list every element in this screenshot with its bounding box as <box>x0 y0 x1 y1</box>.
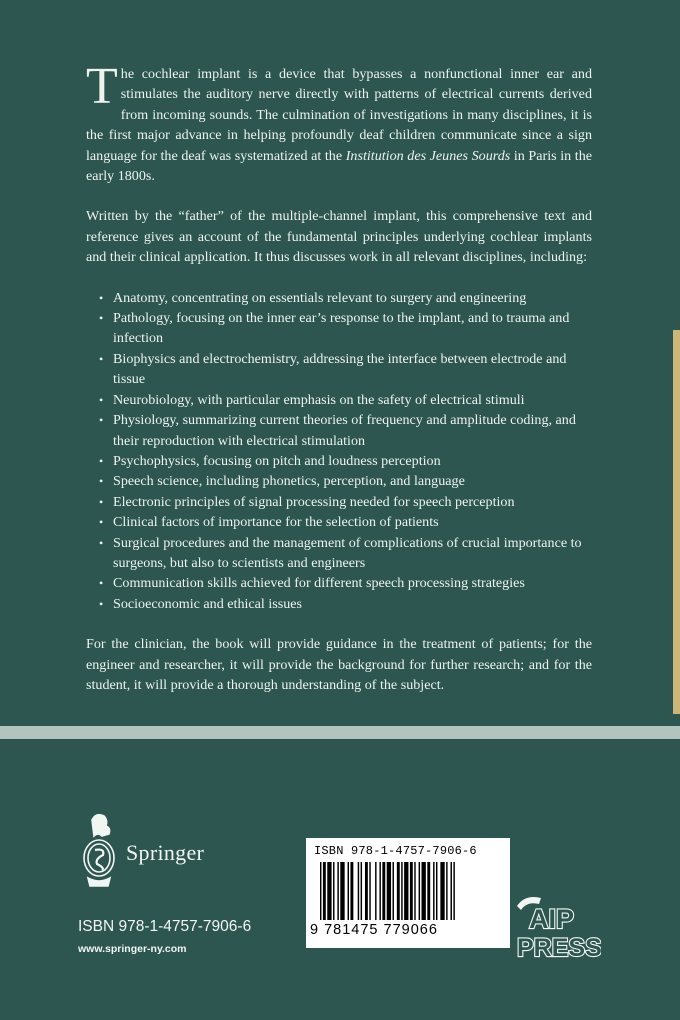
intro-text-end: in Paris in the early 1800s. <box>86 147 592 185</box>
divider-band <box>0 726 680 739</box>
aip-line2: PRESS <box>517 934 601 962</box>
list-item: • Biophysics and electrochemistry, addressing the interface between electrode and tissue <box>86 349 592 390</box>
publisher-url[interactable]: www.springer-ny.com <box>78 943 187 955</box>
list-item: • Communication skills achieved for different speech processing strategies <box>86 573 592 593</box>
isbn-text: ISBN 978-1-4757-7906-6 <box>78 918 252 935</box>
list-item: • Psychophysics, focusing on pitch and loudness perception <box>86 451 592 471</box>
publisher-name: Springer <box>126 840 205 865</box>
list-item: • Physiology, summarizing current theories of frequency and amplitude coding, and their reproduction with electrical stimulation <box>86 410 592 451</box>
barcode-digits: 9 781475 779066 <box>310 922 438 938</box>
intro-text-start: he cochlear implant is a device that bypasses a nonfunctional inner ear and stimulates the auditory nerve directly with patterns of electrical currents derived from incoming sounds. The culmination of investigations in many disciplines, it is the first major advance in helping profoundly deaf children communicate since a sign language for the deaf was systematized at the <box>86 66 592 164</box>
drop-cap: T <box>86 58 118 115</box>
aip-press-icon <box>515 892 601 962</box>
closing-paragraph: For the clinician, the book will provide guidance in the treatment of patients; for the engineer and researcher, it will provide the background for further research; and for the student, it will provide a thorough understanding of the subject. <box>86 636 592 693</box>
barcode-bars <box>320 862 500 922</box>
aip-line1: AIP <box>529 904 575 934</box>
intro-paragraph <box>86 58 592 186</box>
discipline-list <box>86 288 592 615</box>
lead-paragraph: Written by the “father” of the multiple-channel implant, this comprehensive text and reference gives an account of the fundamental principles underlying cochlear implants and their clinical application. It thus discusses work in all relevant disciplines, including: <box>86 208 592 266</box>
list-item: • Clinical factors of importance for the selection of patients <box>86 512 592 532</box>
intro-italic-institution: Institution des Jeunes Sourds <box>345 147 511 164</box>
list-item: • Socioeconomic and ethical issues <box>86 594 592 614</box>
barcode-isbn: ISBN 978-1-4757-7906-6 <box>314 844 477 858</box>
list-item: • Speech science, including phonetics, perception, and language <box>86 471 592 491</box>
list-item: • Surgical procedures and the management of complications of crucial importance to surgeons, but also to scientists and engineers <box>86 533 592 574</box>
aip-press-logo <box>515 892 601 962</box>
springer-knight-icon <box>78 810 122 890</box>
back-cover-text <box>86 58 592 695</box>
list-item: • Anatomy, concentrating on essentials relevant to surgery and engineering <box>86 288 592 308</box>
springer-logo <box>78 810 238 890</box>
list-item: • Pathology, focusing on the inner ear’s response to the implant, and to trauma and infection <box>86 308 592 349</box>
barcode-label <box>306 838 510 948</box>
list-item: • Electronic principles of signal processing needed for speech perception <box>86 492 592 512</box>
list-item: • Neurobiology, with particular emphasis on the safety of electrical stimuli <box>86 390 592 410</box>
edge-stripe <box>673 330 680 714</box>
